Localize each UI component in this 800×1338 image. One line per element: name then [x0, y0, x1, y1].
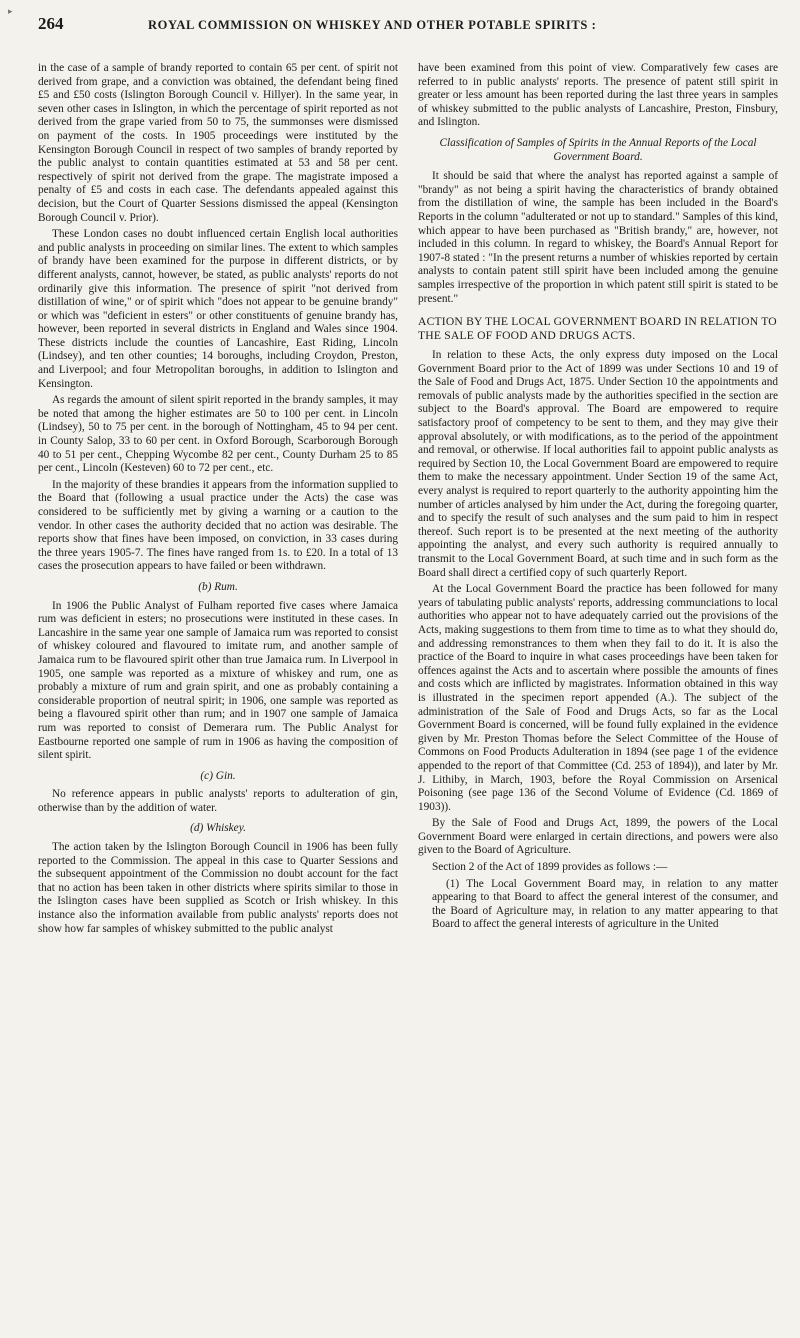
paragraph: have been examined from this point of view. Comparatively few cases are referred to in public analysts' reports. The presence of patent still spirit in greater or less amount has been reported during the last three years in samples of whiskey submitted to the public analysts of Lancashire, Preston, Finsbury, and Islington. [418, 62, 778, 129]
subheading-gin: (c) Gin. [200, 769, 236, 782]
list-item: (1) The Local Government Board may, in relation to any matter appearing to that Board to affect the general interest of the consumer, and the Board of Agriculture may, in relation to any matter appearing to that Board to affect the general interests of agriculture in the United [432, 877, 778, 931]
page-header [38, 14, 782, 36]
paragraph: In 1906 the Public Analyst of Fulham reported five cases where Jamaica rum was deficient in esters; no prosecutions were instituted in these cases. In Lancashire in the same year one sample of Jamaica rum was reported to consist of whiskey coloured and flavoured to imitate rum, and another sample of Jamaica rum to be flavoured spirit other than true Jamaica rum. In Liverpool in 1905, one sample was reported as a mixture of whiskey and rum, one as probably a mixture of rum and grain spirit, and one as probably containing a considerable proportion of neutral spirit; in 1906, one sample was reported as being a flavoured spirit other than rum; and in 1907 one sample of Jamaica rum was reported to consist of Demerara rum. The Public Analyst for Eastbourne reported one sample of rum in 1906 as having the composition of silent spirit. [38, 599, 398, 762]
paragraph: It should be said that where the analyst has reported against a sample of "brandy" as not being a spirit having the characteristics of brandy obtained from the distillation of wine, the sample has been included in the Board's Reports in the column "adulterated or not up to standard." Samples of this kind, which appear to have been purchased as "British brandy," are, however, not included in this column. In regard to whiskey, the Board's Annual Report for 1907-8 stated : "In the present returns a number of whiskies reported by certain analysts to contain patent still spirit have been included among the genuine samples irrespective of the proportion in which patent still spirit is stated to be present." [418, 170, 778, 305]
paragraph: in the case of a sample of brandy reported to contain 65 per cent. of spirit not derived from grape, and a conviction was obtained, the defendant being fined £5 and £50 costs (Islington Borough Council v. Hillyer). In the same year, in seven other cases in Islington, in which the percentage of spirit reported as not derived from the grape varied from 50 to 75, the summonses were dismissed on payment of the costs. In 1905 proceedings were instituted by the Kensington Borough Council in respect of two samples of brandy reported by the public analyst to contain quantities estimated at 53 and 58 per cent. respectively of spirit not derived from the grape. The magistrate imposed a penalty of £5 and costs in each case. The defendants appealed against this decision, but the Court of Quarter Sessions dismissed the appeal (Kensington Borough Council v. Prior). [38, 62, 398, 224]
right-column [418, 62, 778, 935]
subheading-rum: (b) Rum. [198, 580, 238, 593]
corner-mark: ▸ [8, 6, 13, 16]
page-number: 264 [38, 14, 64, 33]
subheading-whiskey: (d) Whiskey. [190, 822, 246, 835]
running-title: ROYAL COMMISSION ON WHISKEY AND OTHER POTABLE SPIRITS : [148, 18, 597, 32]
paragraph: In the majority of these brandies it appears from the information supplied to the Board that (following a usual practice under the Acts) the case was considered to be sufficiently met by giving a warning or a caution to the vendor. In other cases the authority decided that no action was desirable. The reports show that fines have been imposed, on conviction, in 33 cases during the three years 1905-7. The fines have ranged from 1s. to £20. In a total of 13 cases the prosecution appears to have failed or been withdrawn. [38, 478, 398, 573]
paragraph: No reference appears in public analysts' reports to adulteration of gin, otherwise than by the addition of water. [38, 788, 398, 814]
subheading-classification: Classification of Samples of Spirits in the Annual Reports of the Local Government Board. [439, 136, 757, 163]
paragraph: By the Sale of Food and Drugs Act, 1899, the powers of the Local Government Board were enlarged in certain directions, and powers were also given to the Board of Agriculture. [418, 817, 778, 857]
paragraph: In relation to these Acts, the only express duty imposed on the Local Government Board prior to the Act of 1899 was under Sections 10 and 19 of the Sale of Food and Drugs Act, 1875. Under Section 10 the appointments and removals of public analysts made by the authorities specified in the section are subject to the Board's approval. The Board are empowered to require satisfactory proof of competency to be sent to them, and they may give their approval absolutely, or with modifications, as to the period of the appointment and removal, or otherwise. If local authorities fail to appoint public analysts as required by Section 10, the Local Government Board are empowered to require them to make the necessary appointment. Under Section 19 of the same Act, every analyst is required to report quarterly to the authority appointing him the number of articles analysed by him under the Act, during the foregoing quarter, and to specify the result of such analyses and the sum paid to him in respect thereof. Such report is to be presented at the next meeting of the authority appointing the analyst, and every such authority is required annually to transmit to the Local Government Board, at such time and in such form as the Board shall direct a certified copy of such quarterly Report. [418, 349, 778, 579]
paragraph: At the Local Government Board the practice has been followed for many years of tabulating public analysts' reports, addressing communciations to local authorities who appear not to have adequately carried out the provisions of the Acts, making suggestions to them from time to time as to what they should do, and addressing remonstrances to them when they fail to do it. It is also the practice of the Board to inquire in what cases proceedings have been taken for offences against the Acts and to ascertain where possible the amounts of fines and costs which are inflicted by magistrates. Information obtained in this way is illustrated in the specimen report appended (A.). The subject of the administration of the Sale of Food and Drugs Acts, so far as the Local Government Board is concerned, will be found fully explained in the evidence given by Mr. Preston Thomas before the Select Committee of the House of Commons on Food Products Adulteration in 1894 (see page 1 of the evidence appended to the report of that Committee (Cd. 253 of 1894)), and later by Mr. J. Lithiby, in March, 1903, before the Royal Commission on Arsenical Poisoning (see page 136 of the Second Volume of Evidence (Cd. 1869 of 1903)). [418, 583, 778, 813]
paragraph: The action taken by the Islington Borough Council in 1906 has been fully reported to the Commission. The appeal in this case to Quarter Sessions and the subsequent appointment of the Commission no doubt account for the fact that no action has been taken in other districts where spirits similar to those in the Islington cases have been supplied as Scotch or Irish whiskey. In this instance also the information available from public analysts' reports does not show how far samples of whiskey submitted to the public analyst [38, 841, 398, 935]
left-column [38, 62, 398, 939]
section-heading-action: ACTION BY THE LOCAL GOVERNMENT BOARD IN RELATION TO THE SALE OF FOOD AND DRUGS ACTS. [418, 315, 777, 343]
paragraph: Section 2 of the Act of 1899 provides as follows :— [432, 861, 668, 874]
paragraph: These London cases no doubt influenced certain English local authorities and public analysts in proceeding on similar lines. The extent to which samples of brandy have been examined for the purpose in different districts, or by different analysts, cannot, however, be stated, as public analysts' reports do not ordinarily give this information. The presence of spirit "not derived from distillation of wine," or of spirit which "does not appear to be genuine brandy" or which was "deficient in esters" or other constituents of genuine brandy has, however, been reported in several districts in England and Wales since 1904. These districts include the counties of Lancashire, East Riding, Lincoln (Lindsey), and ten other counties; 14 boroughs, including Croydon, Preston, and Liverpool; and four Metropolitan boroughs, in addition to Islington and Kensington. [38, 228, 398, 390]
paragraph: As regards the amount of silent spirit reported in the brandy samples, it may be noted that among the higher estimates are 50 to 100 per cent. in Lincoln (Lindsey), 50 to 75 per cent. in the borough of Nottingham, 45 to 94 per cent. in County Salop, 33 to 60 per cent. in Oxford Borough, Scarborough Borough 40 to 51 per cent., Chepping Wycombe 82 per cent., County Durham 25 to 85 per cent., Lincoln (Kesteven) 60 to 72 per cent., etc. [38, 394, 398, 475]
